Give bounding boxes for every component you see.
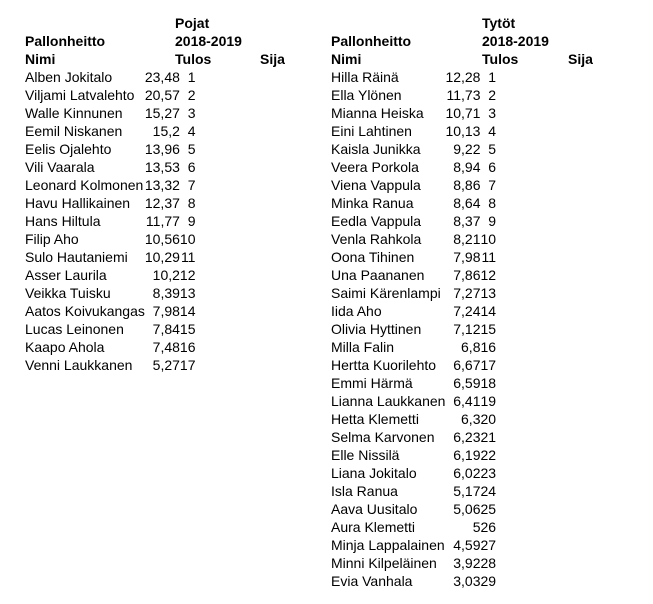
result-score: 10,71: [445, 105, 481, 121]
athlete-name: Venni Laukkanen: [25, 357, 133, 373]
result-score: 8,21: [453, 231, 481, 247]
placement-rank: 4: [187, 123, 196, 139]
athlete-name: Oona Tihinen: [331, 249, 415, 265]
athlete-name: Una Paananen: [331, 267, 425, 283]
athlete-name: Mianna Heiska: [331, 105, 424, 121]
placement-rank: 13: [480, 285, 497, 301]
table-row: [331, 356, 496, 374]
placement-rank: 5: [187, 141, 196, 157]
table-row: [331, 212, 496, 230]
result-score: 10,13: [445, 123, 481, 139]
athlete-name: Aura Klemetti: [331, 519, 416, 535]
table-row: [25, 356, 195, 374]
athlete-name: Asser Laurila: [25, 267, 107, 283]
result-score: 10,56: [144, 231, 180, 247]
table-row: [25, 176, 195, 194]
placement-rank: 13: [179, 285, 196, 301]
boys-results-table: [25, 68, 195, 374]
table-row: [331, 104, 496, 122]
placement-rank: 23: [480, 465, 497, 481]
boys-score-column-header: Tulos: [175, 51, 212, 67]
placement-rank: 3: [187, 105, 196, 121]
result-score: 5,06: [453, 501, 481, 517]
result-score: 10,2: [152, 267, 180, 283]
table-row: [25, 230, 195, 248]
result-score: 13,53: [144, 159, 180, 175]
placement-rank: 11: [481, 249, 497, 265]
placement-rank: 1: [488, 69, 497, 85]
girls-name-column-header: Nimi: [331, 51, 362, 67]
athlete-name: Eemil Niskanen: [25, 123, 123, 139]
athlete-name: Kaisla Junikka: [331, 141, 421, 157]
placement-rank: 6: [187, 159, 196, 175]
athlete-name: Evia Vanhala: [331, 573, 413, 589]
result-score: 6,19: [453, 447, 481, 463]
result-score: 7,98: [152, 303, 180, 319]
athlete-name: Leonard Kolmonen: [25, 177, 144, 193]
athlete-name: Saimi Kärenlampi: [331, 285, 441, 301]
table-row: [331, 410, 496, 428]
table-row: [331, 320, 496, 338]
placement-rank: 12: [480, 267, 497, 283]
girls-score-column-header: Tulos: [482, 51, 519, 67]
result-score: 6,02: [453, 465, 481, 481]
result-score: 5,27: [152, 357, 180, 373]
girls-rank-column-header: Sija: [568, 51, 593, 67]
table-row: [331, 266, 496, 284]
result-score: 8,86: [453, 177, 481, 193]
table-row: [331, 374, 496, 392]
athlete-name: Sulo Hautaniemi: [25, 249, 128, 265]
result-score: 8,39: [152, 285, 180, 301]
placement-rank: 19: [480, 393, 497, 409]
result-score: 8,94: [453, 159, 481, 175]
table-row: [25, 266, 195, 284]
athlete-name: Hertta Kuorilehto: [331, 357, 437, 373]
table-row: [331, 500, 496, 518]
placement-rank: 21: [480, 429, 497, 445]
placement-rank: 16: [179, 339, 196, 355]
athlete-name: Liana Jokitalo: [331, 465, 417, 481]
result-score: 6,67: [453, 357, 481, 373]
boys-season-heading: 2018-2019: [175, 33, 242, 49]
result-score: 9,22: [453, 141, 481, 157]
athlete-name: Elle Nissilä: [331, 447, 400, 463]
table-row: [25, 194, 195, 212]
table-row: [331, 122, 496, 140]
result-score: 3,92: [453, 555, 481, 571]
girls-season-heading: 2018-2019: [482, 33, 549, 49]
placement-rank: 11: [180, 249, 196, 265]
result-score: 7,27: [453, 285, 481, 301]
placement-rank: 14: [179, 303, 196, 319]
placement-rank: 9: [488, 213, 497, 229]
table-row: [331, 464, 496, 482]
result-score: 8,64: [453, 195, 481, 211]
athlete-name: Aatos Koivukangas: [25, 303, 145, 319]
boys-name-column-header: Nimi: [25, 51, 56, 67]
athlete-name: Hetta Klemetti: [331, 411, 419, 427]
table-row: [25, 302, 195, 320]
boys-group-heading: Pojat: [175, 15, 210, 31]
placement-rank: 28: [480, 555, 497, 571]
table-row: [25, 248, 195, 266]
athlete-name: Vili Vaarala: [25, 159, 95, 175]
table-row: [331, 248, 496, 266]
table-row: [331, 194, 496, 212]
placement-rank: 14: [480, 303, 497, 319]
result-score: 15,2: [152, 123, 180, 139]
table-row: [331, 140, 496, 158]
placement-rank: 17: [480, 357, 497, 373]
result-score: 11,73: [446, 87, 481, 103]
table-row: [331, 392, 496, 410]
placement-rank: 7: [187, 177, 196, 193]
placement-rank: 29: [480, 573, 497, 589]
result-score: 6,3: [461, 411, 481, 427]
athlete-name: Hans Hiltula: [25, 213, 101, 229]
result-score: 6,23: [453, 429, 481, 445]
table-row: [331, 176, 496, 194]
placement-rank: 8: [187, 195, 196, 211]
placement-rank: 17: [179, 357, 196, 373]
result-score: 5: [472, 519, 481, 535]
placement-rank: 25: [480, 501, 497, 517]
placement-rank: 22: [480, 447, 497, 463]
girls-results-table: [331, 68, 496, 590]
result-score: 23,48: [144, 69, 180, 85]
table-row: [25, 320, 195, 338]
table-row: [331, 284, 496, 302]
placement-rank: 7: [488, 177, 497, 193]
table-row: [331, 302, 496, 320]
placement-rank: 10: [480, 231, 497, 247]
result-score: 5,17: [453, 483, 481, 499]
table-row: [331, 446, 496, 464]
table-row: [331, 230, 496, 248]
table-row: [25, 212, 195, 230]
placement-rank: 18: [480, 375, 497, 391]
table-row: [25, 68, 195, 86]
result-score: 7,24: [453, 303, 481, 319]
athlete-name: Aava Uusitalo: [331, 501, 418, 517]
athlete-name: Selma Karvonen: [331, 429, 435, 445]
athlete-name: Filip Aho: [25, 231, 79, 247]
athlete-name: Iida Aho: [331, 303, 382, 319]
placement-rank: 27: [480, 537, 497, 553]
athlete-name: Walle Kinnunen: [25, 105, 123, 121]
placement-rank: 20: [480, 411, 497, 427]
table-row: [331, 554, 496, 572]
placement-rank: 2: [187, 87, 196, 103]
boys-event-heading: Pallonheitto: [25, 33, 106, 49]
boys-rank-column-header: Sija: [260, 51, 285, 67]
table-row: [331, 338, 496, 356]
athlete-name: Veikka Tuisku: [25, 285, 111, 301]
athlete-name: Kaapo Ahola: [25, 339, 105, 355]
placement-rank: 5: [488, 141, 497, 157]
girls-group-heading: Tytöt: [482, 15, 516, 31]
table-row: [25, 122, 195, 140]
result-score: 4,59: [453, 537, 481, 553]
athlete-name: Lucas Leinonen: [25, 321, 124, 337]
athlete-name: Milla Falin: [331, 339, 395, 355]
result-score: 15,27: [144, 105, 180, 121]
result-score: 6,8: [461, 339, 481, 355]
table-row: [25, 338, 195, 356]
result-score: 6,59: [453, 375, 481, 391]
table-row: [331, 518, 496, 536]
athlete-name: Eedla Vappula: [331, 213, 422, 229]
table-row: [331, 86, 496, 104]
placement-rank: 16: [480, 339, 497, 355]
table-row: [25, 284, 195, 302]
placement-rank: 9: [187, 213, 196, 229]
placement-rank: 26: [480, 519, 497, 535]
girls-event-heading: Pallonheitto: [331, 33, 412, 49]
placement-rank: 6: [488, 159, 497, 175]
result-score: 10,29: [144, 249, 180, 265]
athlete-name: Havu Hallikainen: [25, 195, 131, 211]
athlete-name: Viljami Latvalehto: [25, 87, 135, 103]
placement-rank: 15: [480, 321, 497, 337]
placement-rank: 4: [488, 123, 497, 139]
athlete-name: Olivia Hyttinen: [331, 321, 422, 337]
placement-rank: 3: [488, 105, 497, 121]
result-score: 3,03: [453, 573, 481, 589]
athlete-name: Venla Rahkola: [331, 231, 422, 247]
placement-rank: 2: [488, 87, 497, 103]
placement-rank: 24: [480, 483, 497, 499]
result-score: 13,32: [144, 177, 180, 193]
result-score: 7,98: [453, 249, 481, 265]
athlete-name: Eelis Ojalehto: [25, 141, 112, 157]
result-score: 7,84: [152, 321, 180, 337]
athlete-name: Lianna Laukkanen: [331, 393, 446, 409]
table-row: [331, 428, 496, 446]
result-score: 8,37: [453, 213, 481, 229]
placement-rank: 12: [179, 267, 196, 283]
table-row: [25, 140, 195, 158]
placement-rank: 1: [187, 69, 196, 85]
athlete-name: Minja Lappalainen: [331, 537, 445, 553]
result-score: 6,41: [453, 393, 481, 409]
result-score: 13,96: [144, 141, 180, 157]
table-row: [25, 104, 195, 122]
table-row: [331, 482, 496, 500]
athlete-name: Minni Kilpeläinen: [331, 555, 437, 571]
table-row: [331, 572, 496, 590]
result-score: 20,57: [144, 87, 180, 103]
placement-rank: 10: [179, 231, 196, 247]
placement-rank: 15: [179, 321, 196, 337]
placement-rank: 8: [488, 195, 497, 211]
table-row: [331, 536, 496, 554]
result-score: 7,48: [152, 339, 180, 355]
table-row: [331, 158, 496, 176]
athlete-name: Veera Porkola: [331, 159, 419, 175]
athlete-name: Viena Vappula: [331, 177, 421, 193]
athlete-name: Minka Ranua: [331, 195, 414, 211]
table-row: [25, 158, 195, 176]
athlete-name: Hilla Räinä: [331, 69, 399, 85]
table-row: [25, 86, 195, 104]
athlete-name: Ella Ylönen: [331, 87, 402, 103]
result-score: 11,77: [145, 213, 180, 229]
result-score: 12,37: [144, 195, 180, 211]
table-row: [331, 68, 496, 86]
athlete-name: Emmi Härmä: [331, 375, 413, 391]
result-score: 7,86: [453, 267, 481, 283]
result-score: 7,12: [453, 321, 481, 337]
athlete-name: Isla Ranua: [331, 483, 398, 499]
result-score: 12,28: [445, 69, 481, 85]
athlete-name: Alben Jokitalo: [25, 69, 113, 85]
athlete-name: Eini Lahtinen: [331, 123, 412, 139]
